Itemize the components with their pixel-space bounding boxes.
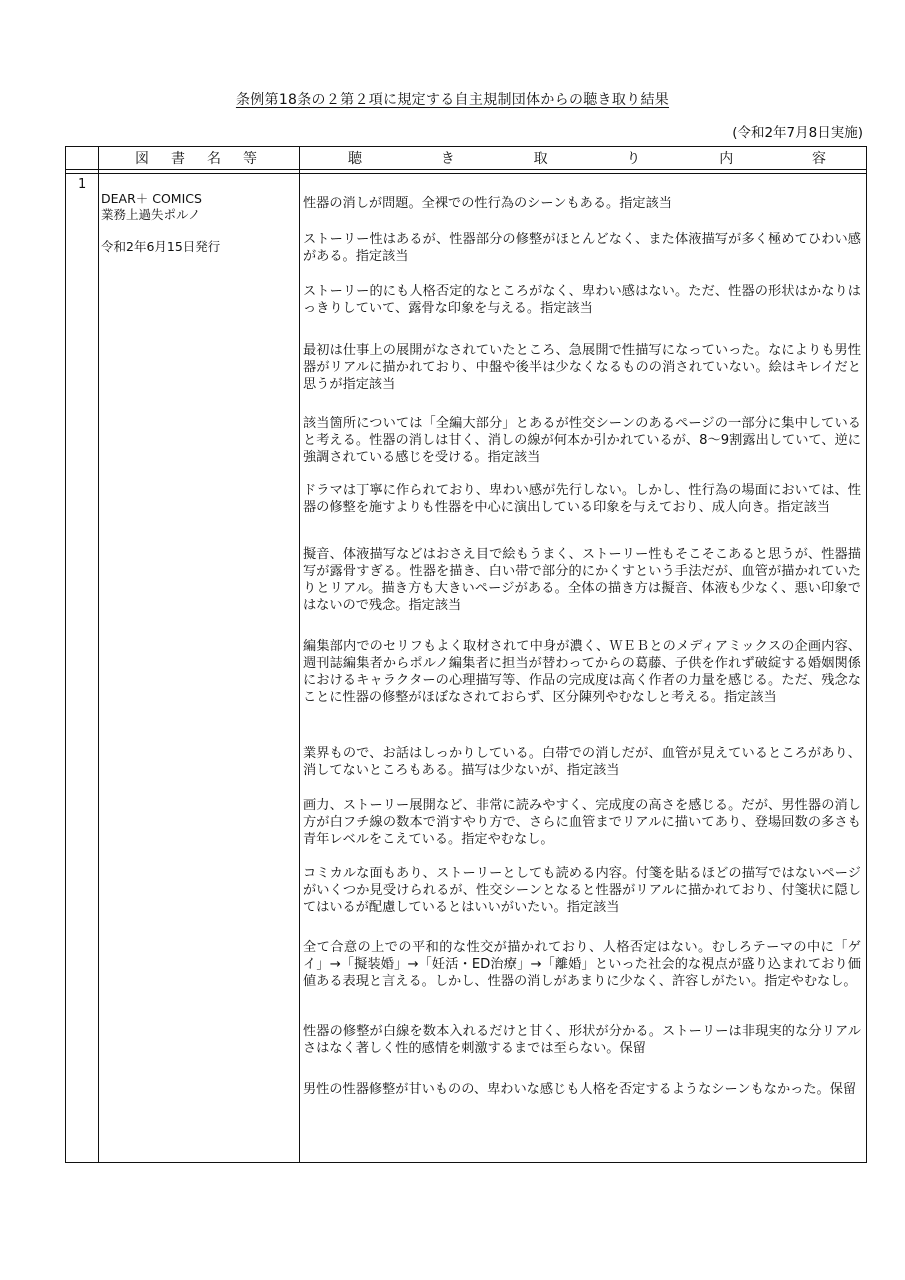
- opinion-item: コミカルな面もあり、ストーリーとしても読める内容。付箋を貼るほどの描写ではないページがいくつか見受けられるが、性交シーンとなると性器がリアルに描かれており、付箋状に隠してはいるが配慮しているとはいいがいたい。指定該当: [303, 866, 861, 915]
- opinion-item: 最初は仕事上の展開がなされていたところ、急展開で性描写になっていった。なによりも男性器がリアルに描かれており、中盤や後半は少なくなるものの消されていない。絵はキレイだと思うが指定該当: [303, 343, 861, 392]
- header-divider: [66, 169, 866, 170]
- opinion-item: 編集部内でのセリフもよく取材されて中身が濃く、ＷＥＢとのメディアミックスの企画内容、週刊誌編集者からポルノ編集者に担当が替わってからの葛藤、子供を作れず破綻する婚姻関係におけるキャラクターの心理描写等、作品の完成度は高く作者の力量を感じる。ただ、残念なことに性器の修整がほぼなされておらず、区分陳列やむなしと考える。指定該当: [303, 639, 861, 705]
- opinion-item: 画力、ストーリー展開など、非常に読みやすく、完成度の高さを感じる。だが、男性器の消し方が白フチ線の数本で消すやり方で、さらに血管までリアルに描いてあり、登場回数の多さも青年レベルをこえている。指定やむなし。: [303, 798, 861, 847]
- implementation-date: (令和2年7月8日実施): [732, 125, 863, 141]
- column-divider-number: [98, 147, 99, 1162]
- row-number: 1: [78, 177, 87, 192]
- book-info: [101, 191, 297, 255]
- opinion-item: 擬音、体液描写などはおさえ目で絵もうまく、ストーリー性もそこそこあると思うが、性器描写が露骨すぎる。性器を描き、白い帯で部分的にかくすという手法だが、血管が描かれていたりとリアル。描き方も大きいページがある。全体の描き方は擬音、体液も少なく、悪い印象ではないので残念。指定該当: [303, 547, 861, 613]
- opinion-item: ストーリー性はあるが、性器部分の修整がほとんどなく、また体液描写が多く極めてひわい感がある。指定該当: [303, 232, 861, 264]
- book-series: DEAR＋ COMICS: [101, 191, 202, 206]
- opinion-item: ドラマは丁寧に作られており、卑わい感が先行しない。しかし、性行為の場面においては、性器の修整を施すよりも性器を中心に演出している印象を与えており、成人向き。指定該当: [303, 483, 861, 515]
- opinion-item: 男性の性器修整が甘いものの、卑わいな感じも人格を否定するようなシーンもなかった。保留: [303, 1082, 857, 1097]
- publish-date: 令和2年6月15日発行: [101, 239, 221, 254]
- header-divider-double: [66, 173, 866, 174]
- header-hearing-content: 聴 き 取 り 内 容: [348, 151, 826, 167]
- hearing-results-table: [65, 146, 867, 1163]
- opinion-item: 業界もので、お話はしっかりしている。白帯での消しだが、血管が見えているところがあり、消してないところもある。描写は少ないが、指定該当: [303, 746, 861, 778]
- document-title: 条例第18条の２第２項に規定する自主規制団体からの聴き取り結果: [235, 92, 670, 108]
- opinion-item: 性器の消しが問題。全裸での性行為のシーンもある。指定該当: [303, 196, 672, 211]
- opinion-item: 全て合意の上での平和的な性交が描かれており、人格否定はない。むしろテーマの中に「ゲイ」→「擬装婚」→「妊活・ED治療」→「離婚」といった社会的な視点が盛り込まれており価値ある表現と言える。しかし、性器の消しがあまりに少なく、許容しがたい。指定やむなし。: [303, 940, 861, 989]
- opinion-item: 性器の修整が白線を数本入れるだけと甘く、形状が分かる。ストーリーは非現実的な分リアルさはなく著しく性的感情を刺激するまでは至らない。保留: [303, 1024, 861, 1056]
- opinion-item: ストーリー的にも人格否定的なところがなく、卑わい感はない。ただ、性器の形状はかなりはっきりしていて、露骨な印象を与える。指定該当: [303, 284, 861, 316]
- header-book-title: 図 書 名 等: [135, 151, 257, 167]
- column-divider-title: [299, 147, 300, 1162]
- opinion-item: 該当箇所については「全編大部分」とあるが性交シーンのあるページの一部分に集中していると考える。性器の消しは甘く、消しの線が何本か引かれているが、8～9割露出していて、逆に強調されている感じを受ける。指定該当: [303, 416, 861, 465]
- book-title: 業務上過失ポルノ: [101, 207, 201, 222]
